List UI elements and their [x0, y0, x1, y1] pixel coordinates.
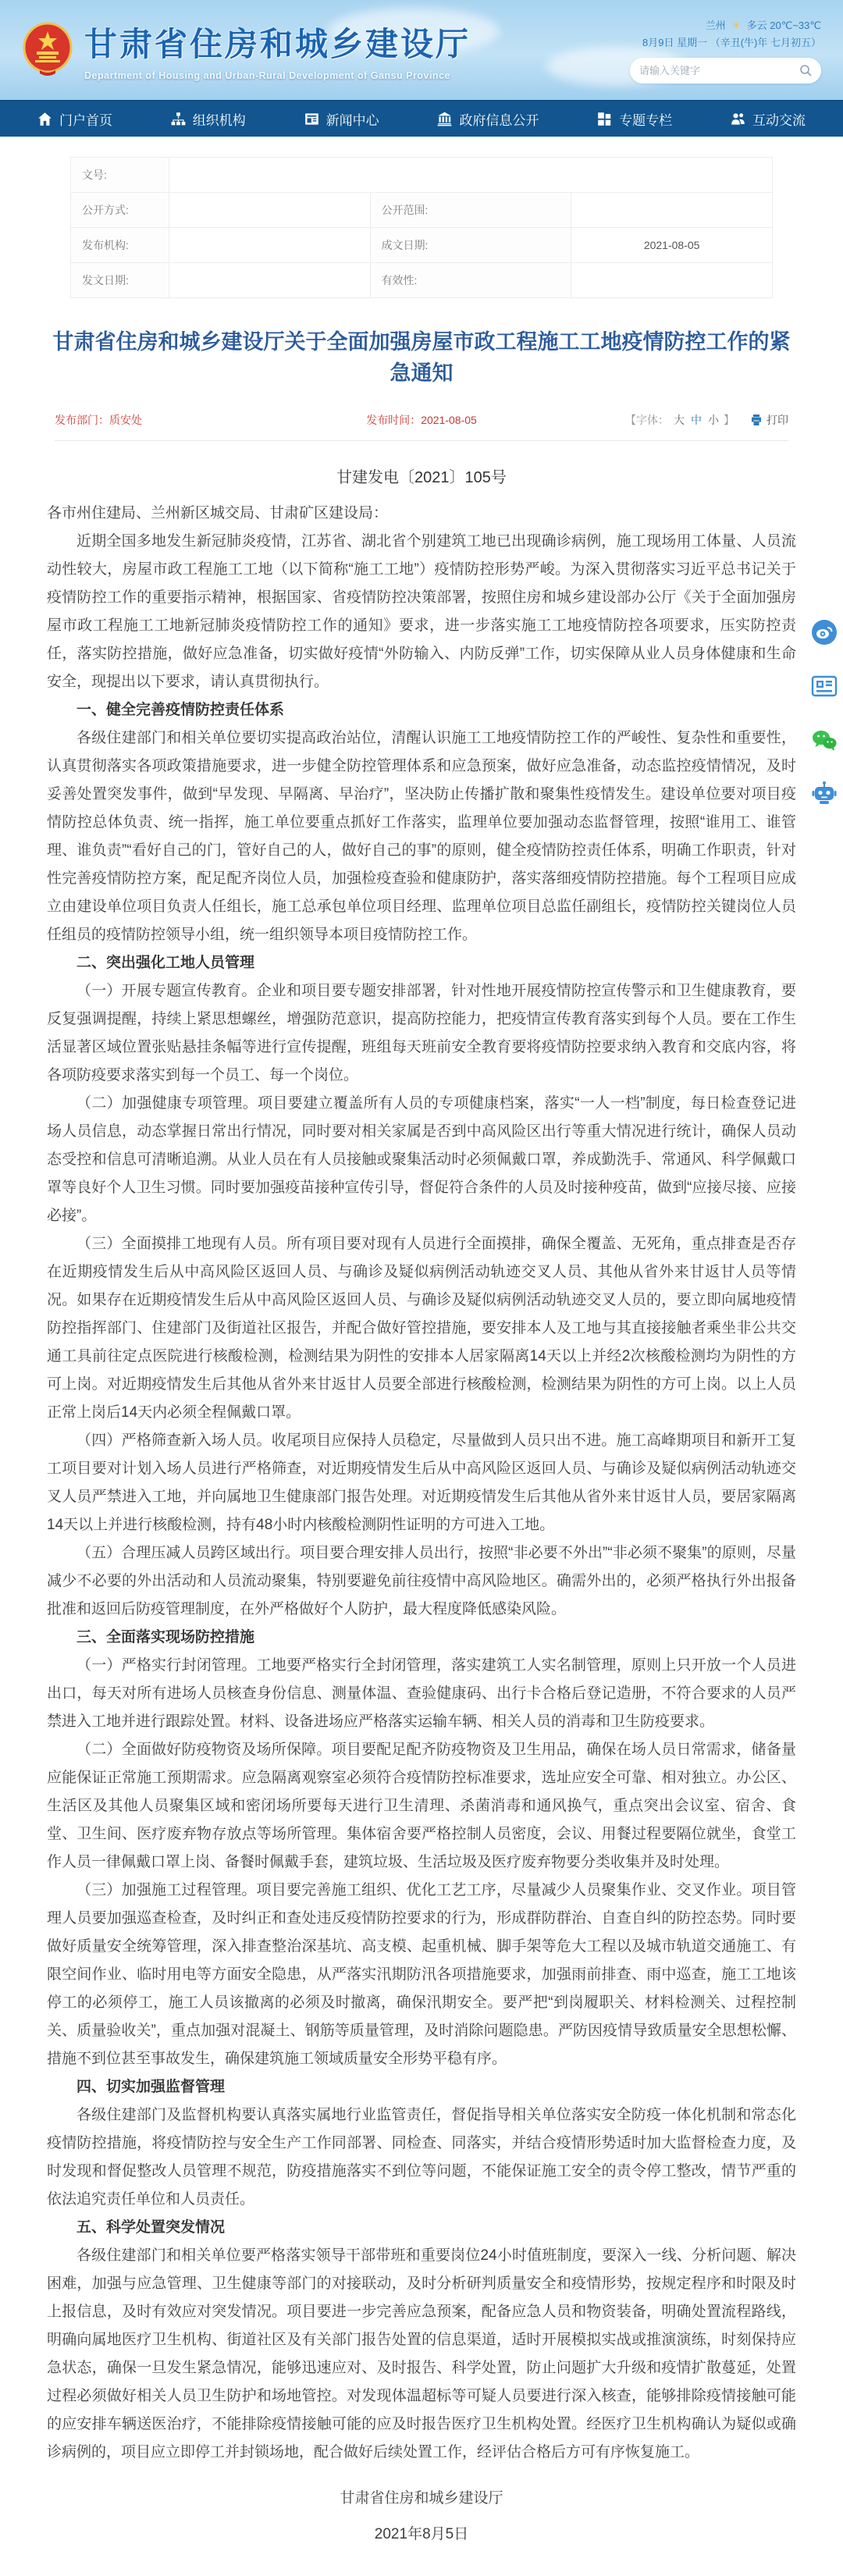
nav-item-label: 互动交流	[752, 113, 806, 128]
document-meta-table	[70, 157, 773, 298]
sun-icon: ☀	[731, 19, 742, 31]
article-paragraph: （四）严格筛查新入场人员。收尾项目应保持人员稳定，尽量做到人员只出不进。施工高峰期项目和新开工复工项目要对计划入场人员进行严格筛查，对近期疫情发生后从中高风险区返回人员、与确诊及疑似病例活动轨迹交叉人员严禁进入工地，并向属地卫生健康部门报告处理。对近期疫情发生后其他从省外来甘返甘人员，要居家隔离14天以上并进行核酸检测，持有48小时内核酸检测阴性证明的方可进入工地。	[47, 1432, 796, 1533]
article-paragraph: 各级住建部门和相关单位要严格落实领导干部带班和重要岗位24小时值班制度，要深入一线、分析问题、解决困难，加强与应急管理、卫生健康等部门的对接联动，及时分析研判质量安全和疫情形势，按规定程序和时限及时上报信息，及时有效应对突发情况。项目要进一步完善应急预案，配备应急人员和物资装备，明确处置流程路线，明确向属地医疗卫生机构、街道社区及有关部门报告处置的信息渠道，适时开展模拟实战或推演演练，时刻保持应急状态，确保一旦发生紧急情况，能够迅速应对、及时报告、科学处置，防止问题扩大升级和疫情扩散蔓延，处置过程必须做好相关人员卫生防护和场地管控。对发现体温超标等可疑人员要进行深入核查，能够排除疫情接触可能的应安排车辆送医治疗，不能排除疫情接触可能的应及时报告医疗卫生机构处置。经医疗卫生机构确认为疑似或确诊病例的，项目应立即停工并封锁场地，配合做好后续处置工作，经评估合格后方可有序恢复施工。	[47, 2247, 796, 2460]
section-heading: 二、突出强化工地人员管理	[76, 955, 255, 971]
publish-dept-value: 质安处	[109, 414, 142, 426]
publish-dept-label: 发布部门：	[55, 414, 109, 426]
validity-label: 有效性:	[370, 263, 571, 298]
article-paragraph: 近期全国多地发生新冠肺炎疫情，江苏省、湖北省个别建筑工地已出现确诊病例，施工现场用工体量、人员流动性较大，房屋市政工程施工工地（以下简称“施工工地”）疫情防控形势严峻。为深入贯彻落实习近平总书记关于疫情防控工作的重要指示精神，根据国家、省疫情防控决策部署，按照住房和城乡建设部办公厅《关于全面加强房屋市政工程施工工地新冠肺炎疫情防控工作的通知》要求，进一步落实施工工地疫情防控各项要求，压实防控责任，落实防控措施，做好应急准备，切实做好疫情“外防输入、内防反弹”工作，切实保障从业人员身体健康和生命安全，现提出以下要求，请认真贯彻执行。	[47, 533, 796, 690]
article-paragraph: （一）严格实行封闭管理。工地要严格实行全封闭管理，落实建筑工人实名制管理，原则上只开放一个人员进出口，每天对所有进场人员核查身份信息、测量体温、查验健康码、出行卡合格后登记造册，不符合要求的人员严禁进入工地并进行跟踪处置。材料、设备进场应严格落实运输车辆、相关人员的消毒和卫生防疫要求。	[47, 1657, 796, 1730]
article-paragraph: （五）合理压减人员跨区域出行。项目要合理安排人员出行，按照“非必要不外出”“非必须不聚集”的原则，尽量减少不必要的外出活动和人员流动聚集，特别要避免前往疫情中高风险地区。确需外出的，必须严格执行外出报备批准和返回后防疫管理制度，在外严格做好个人防护，最大程度降低感染风险。	[47, 1545, 796, 1617]
publish-time-label: 发布时间：	[366, 414, 422, 426]
nav-item-home[interactable]	[37, 109, 112, 129]
section-heading: 一、健全完善疫情防控责任体系	[76, 702, 285, 718]
written-date-value: 2021-08-05	[571, 228, 773, 263]
site-brand[interactable]	[22, 19, 471, 81]
validity-value	[571, 263, 773, 298]
share-wechat-icon[interactable]	[810, 726, 838, 754]
page-title: 甘肃省住房和城乡建设厅关于全面加强房屋市政工程施工工地疫情防控工作的紧急通知	[52, 330, 791, 385]
nav-item-interaction[interactable]	[731, 109, 806, 129]
article-paragraph: （一）开展专题宣传教育。企业和项目要专题安排部署，针对性地开展疫情防控宣传警示和卫生健康教育，要反复强调提醒，持续上紧思想螺丝，增强防范意识，提高防控能力，把疫情宣传教育落实到每个人员。要在工作生活显著区域位置张贴悬挂条幅等进行宣传提醒，班组每天班前安全教育要将疫情防控要求纳入教育和交底内容，将各项防疫要求落实到每一个员工、每一个岗位。	[47, 983, 796, 1083]
font-size-small-button[interactable]: 小	[708, 414, 719, 426]
weather-line	[630, 17, 821, 34]
share-weibo-icon[interactable]	[810, 618, 838, 646]
article-paragraph: 各级住建部门及监督机构要认真落实属地行业监管责任，督促指导相关单位落实安全防疫一体化机制和常态化疫情防控措施，将疫情防控与安全生产工作同部署、同检查、同落实，并结合疫情形势适时加大监督检查力度，及时发现和督促整改人员管理不规范，防疫措施落实不到位等问题，不能保证施工安全的责令停工整改，情节严重的依法追究责任单位和人员责任。	[47, 2107, 796, 2208]
document-number: 甘建发电〔2021〕105号	[336, 469, 507, 486]
publish-dept	[55, 412, 142, 428]
article-meta-bar	[55, 412, 788, 441]
site-title: 甘肃省住房和城乡建设厅	[84, 26, 471, 62]
sitemap-icon	[171, 112, 186, 126]
article-body	[47, 500, 796, 2467]
weather-city: 兰州	[705, 19, 726, 31]
print-button[interactable]	[750, 412, 788, 428]
publisher-label: 发布机构:	[71, 228, 169, 263]
newspaper-icon	[304, 112, 319, 126]
search-icon[interactable]	[799, 64, 812, 76]
nav-item-news[interactable]	[304, 109, 379, 129]
article-paragraph: （三）全面摸排工地现有人员。所有项目要对现有人员进行全面摸排，确保全覆盖、无死角，重点排查是否存在近期疫情发生后从中高风险区返回人员、与确诊及疑似病例活动轨迹交叉人员、其他从省外来甘返甘人员等情况。如果存在近期疫情发生后从中高风险区返回人员、与确诊及疑似病例活动轨迹交叉人员的，要立即向属地疫情防控指挥部门、住建部门及街道社区报告，并配合做好管控措施，要安排本人及工地与其直接接触者乘坐非公共交通工具前往定点医院进行核酸检测，检测结果为阴性的安排本人居家隔离14天以上并经2次核酸检测均为阴性的方可上岗。对近期疫情发生后其他从省外来甘返甘人员要全部进行核酸检测，检测结果为阴性的方可上岗。以上人员正常上岗后14天内必须全程佩戴口罩。	[47, 1236, 796, 1421]
brand-text	[84, 19, 471, 81]
gov-building-icon	[437, 112, 452, 126]
site-header	[0, 0, 843, 100]
table-row	[71, 158, 773, 193]
search-box	[630, 58, 821, 84]
share-screenshot-icon[interactable]	[810, 672, 838, 700]
nav-item-label: 门户首页	[59, 113, 112, 128]
print-label: 打印	[767, 414, 788, 426]
chat-robot-icon[interactable]	[810, 780, 838, 808]
issue-date-label: 发文日期:	[71, 263, 169, 298]
site-subtitle: Department of Housing and Urban-Rural Development of Gansu Province	[84, 70, 450, 81]
nav-item-topics[interactable]	[597, 109, 672, 129]
font-size-medium-button[interactable]: 中	[691, 414, 702, 426]
publish-time	[366, 412, 477, 428]
signature-date: 2021年8月5日	[374, 2526, 469, 2542]
doc-no-label: 文号:	[71, 158, 169, 193]
publish-time-value: 2021-08-05	[421, 414, 477, 426]
font-label: 【字体：	[625, 414, 669, 426]
home-icon	[37, 112, 52, 126]
section-heading: 五、科学处置突发情况	[76, 2219, 226, 2236]
signature-agency: 甘肃省住房和城乡建设厅	[340, 2490, 503, 2507]
article-paragraph: 各市州住建局、兰州新区城交局、甘肃矿区建设局：	[47, 505, 389, 521]
open-scope-label: 公开范围:	[370, 193, 571, 228]
nav-item-gov-info[interactable]	[437, 109, 539, 129]
open-type-value	[169, 193, 370, 228]
font-label-close: 】	[724, 414, 735, 426]
article-paragraph: （三）加强施工过程管理。项目要完善施工组织、优化工艺工序，尽量减少人员聚集作业、交叉作业。项目管理人员要加强巡查检查，及时纠正和查处违反疫情防控要求的行为，形成群防群治、自查自纠的防控态势。同时要做好质量安全统筹管理，深入排查整治深基坑、高支模、起重机械、脚手架等危大工程以及城市轨道交通施工、有限空间作业、临时用电等方面安全隐患，从严落实汛期防汛各项措施要求，加强雨前排查、雨中巡查，施工工地该停工的必须停工，施工人员该撤离的必须及时撤离，确保汛期安全。要严把“到岗履职关、材料检测关、过程控制关、质量验收关”，重点加强对混凝土、钢筋等质量管理，及时消除问题隐患。严防因疫情导致质量安全思想松懈、措施不到位甚至事故发生，确保建筑施工领域质量安全形势平稳有序。	[47, 1882, 796, 2067]
article-paragraph: 各级住建部门和相关单位要切实提高政治站位，清醒认识施工工地疫情防控工作的严峻性、复杂性和重要性，认真贯彻落实各项政策措施要求，进一步健全防控管理体系和应急预案，做好应急准备，动态监控疫情情况，及时妥善处置突发事件，做到“早发现、早隔离、早治疗”，坚决防止传播扩散和聚集性疫情发生。建设单位要对项目疫情防控总体负责、统一指挥，施工单位要重点抓好工作落实，监理单位要加强动态监督管理，按照“谁用工、谁管理、谁负责”“看好自己的门，管好自己的人，做好自己的事”的原则，健全疫情防控责任体系，明确工作职责，针对性完善疫情防控方案，配足配齐岗位人员，加强检疫查验和健康防护，落实落细疫情防控措施。每个工程项目应成立由建设单位项目负责人任组长，施工总承包单位项目经理、监理单位项目总监任副组长，疫情防控关键岗位人员任组员的疫情防控领导小组，统一组织领导本项目疫情防控工作。	[47, 730, 796, 943]
table-row	[71, 193, 773, 228]
article-paragraph: （二）加强健康专项管理。项目要建立覆盖所有人员的专项健康档案，落实“一人一档”制度，每日检查登记进场人员信息，动态掌握日常出行情况，同时要对相关家属是否到中高风险区出行等重大情况进行统计，确保人员动态受控和信息可清晰追溯。从业人员在有人员接触或聚集活动时必须佩戴口罩，养成勤洗手、常通风、科学佩戴口罩等良好个人卫生习惯。同时要加强疫苗接种宣传引导，督促符合条件的人员及时接种疫苗，做到“应接尽接、应接必接”。	[47, 1095, 796, 1224]
doc-no-value	[169, 158, 772, 193]
nav-item-label: 新闻中心	[325, 113, 379, 128]
font-size-large-button[interactable]: 大	[674, 414, 685, 426]
signature-block	[47, 2481, 796, 2553]
open-scope-value	[571, 193, 773, 228]
nav-item-organization[interactable]	[171, 109, 246, 129]
grid-icon	[597, 112, 612, 126]
date-line: 8月9日 星期一 （辛丑(牛)年 七月初五）	[642, 36, 821, 48]
national-emblem-logo	[22, 22, 73, 78]
article-page	[47, 137, 796, 2576]
people-icon	[731, 112, 745, 126]
open-type-label: 公开方式:	[71, 193, 169, 228]
section-heading: 四、切实加强监督管理	[76, 2079, 226, 2095]
weather-text: 多云 20℃~33℃	[746, 19, 821, 31]
publisher-value	[169, 228, 370, 263]
font-size-controls	[625, 412, 788, 428]
nav-item-label: 组织机构	[192, 113, 246, 128]
written-date-label: 成文日期:	[370, 228, 571, 263]
article-paragraph: （二）全面做好防疫物资及场所保障。项目要配足配齐防疫物资及卫生用品，确保在场人员日常需求，储备量应能保证正常施工预期需求。应急隔离观察室必须符合疫情防控标准要求，选址应安全可靠、相对独立。办公区、生活区及其他人员聚集区域和密闭场所要每天进行卫生清理、杀菌消毒和通风换气，重点突出会议室、宿舍、食堂、卫生间、医疗废弃物存放点等场所管理。集体宿舍要严格控制人员密度，会议、用餐过程要隔位就坐，食堂工作人员一律佩戴口罩上岗、备餐时佩戴手套，建筑垃圾、生活垃圾及医疗废弃物要分类收集并及时处理。	[47, 1742, 796, 1870]
nav-item-label: 专题专栏	[619, 113, 673, 128]
search-input[interactable]	[639, 65, 799, 76]
issue-date-value	[169, 263, 370, 298]
printer-icon	[750, 414, 763, 426]
nav-item-label: 政府信息公开	[459, 113, 539, 128]
section-heading: 三、全面落实现场防控措施	[76, 1629, 255, 1646]
table-row	[71, 228, 773, 263]
main-nav	[0, 100, 843, 137]
header-right	[630, 17, 821, 84]
table-row	[71, 263, 773, 298]
floating-share-bar	[810, 618, 838, 808]
